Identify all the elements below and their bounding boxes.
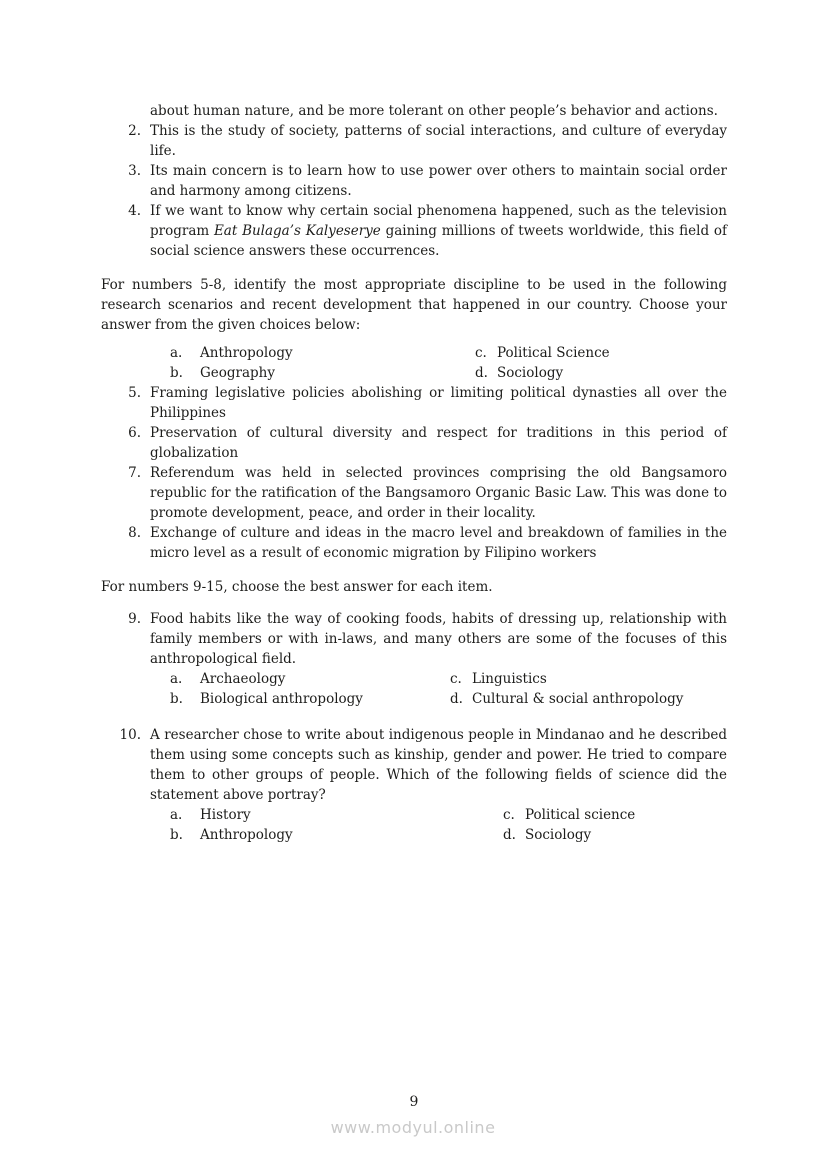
item-text: about human nature, and be more tolerant on other people’s behavior and actions. [150, 103, 718, 119]
choice-label: Biological anthropology [200, 691, 363, 707]
choice-c [475, 343, 610, 363]
choice-letter: d. [503, 827, 516, 843]
item-text-after: gaining millions of tweets worldwide, this field of social science answers these occurrences. [150, 223, 727, 259]
choice-label: Political science [525, 807, 636, 823]
question-item-7 [101, 463, 727, 523]
choice-letter: b. [170, 365, 183, 381]
item-text: Exchange of culture and ideas in the macro level and breakdown of families in the micro level as a result of economic migration by Filipino workers [150, 525, 727, 561]
choice-label: Anthropology [200, 345, 293, 361]
question-item-5 [101, 383, 727, 423]
question-item-2 [101, 121, 727, 161]
choices-group-10 [101, 805, 727, 845]
item-text-italic-title: Eat Bulaga’s Kalyeserye [213, 223, 381, 239]
choice-d [450, 689, 683, 709]
item-number: 10. [119, 727, 141, 743]
choice-a [170, 805, 727, 825]
question-item-8 [101, 523, 727, 563]
choice-label: Linguistics [472, 671, 547, 687]
choice-letter: a. [170, 807, 183, 823]
instruction-numbers-9-15: For numbers 9-15, choose the best answer for each item. [101, 579, 493, 595]
choice-d [503, 825, 591, 845]
choice-d [475, 363, 563, 383]
item-number: 6. [128, 425, 141, 441]
choice-row [101, 689, 727, 709]
item-text-before: If we want to know why certain social phenomena happened, such as the television program [150, 203, 727, 239]
item-number: 4. [128, 203, 141, 219]
item-text: This is the study of society, patterns of social interactions, and culture of everyday life. [150, 123, 727, 159]
item-number: 7. [128, 465, 141, 481]
item-number [101, 101, 150, 121]
item-number: 2. [128, 123, 141, 139]
item-number: 8. [128, 525, 141, 541]
choice-letter: a. [170, 345, 183, 361]
choice-label: Anthropology [200, 827, 293, 843]
choice-letter: c. [475, 345, 487, 361]
choice-b [170, 825, 727, 845]
choice-row [101, 825, 727, 845]
item-text: A researcher chose to write about indigenous people in Mindanao and he described them using some concepts such as kinship, gender and power. He tried to compare them to other groups of people. Which of the following fields of science did the statement above portray? [150, 727, 727, 803]
choice-label: Cultural & social anthropology [472, 691, 684, 707]
choice-letter: c. [450, 671, 462, 687]
question-item-9 [101, 609, 727, 669]
choices-group-5-8 [101, 343, 727, 383]
question-item-1-continuation [101, 101, 727, 121]
choice-label: Sociology [525, 827, 592, 843]
choice-row [101, 363, 727, 383]
choice-label: Political Science [497, 345, 610, 361]
page-number: 9 [409, 1094, 419, 1110]
choice-a [170, 669, 727, 689]
choice-letter: b. [170, 691, 183, 707]
choice-label: Archaeology [200, 671, 286, 687]
choice-label: History [200, 807, 251, 823]
watermark-text: www.modyul.online [330, 1118, 496, 1137]
item-number: 5. [128, 385, 141, 401]
question-item-4 [101, 201, 727, 261]
choice-letter: d. [475, 365, 488, 381]
choices-group-9 [101, 669, 727, 709]
item-number: 3. [128, 163, 141, 179]
question-item-10 [101, 725, 727, 805]
item-text: Preservation of cultural diversity and respect for traditions in this period of globalization [150, 425, 727, 461]
choice-label: Sociology [497, 365, 564, 381]
item-number: 9. [128, 611, 141, 627]
instruction-numbers-5-8: For numbers 5-8, identify the most appropriate discipline to be used in the following research scenarios and recent development that happened in our country. Choose your answer from the given choices below: [101, 277, 727, 333]
question-item-6 [101, 423, 727, 463]
item-text: Referendum was held in selected provinces comprising the old Bangsamoro republic for the ratification of the Bangsamoro Organic Basic Law. This was done to promote development, peace, and order in their locality. [150, 465, 727, 521]
item-text: Food habits like the way of cooking foods, habits of dressing up, relationship with family members or with in-laws, and many others are some of the focuses of this anthropological field. [150, 611, 727, 667]
choice-letter: d. [450, 691, 463, 707]
choice-a [170, 343, 727, 363]
choice-letter: c. [503, 807, 515, 823]
choice-row [101, 805, 727, 825]
question-item-3 [101, 161, 727, 201]
page-content [101, 101, 727, 845]
choice-letter: a. [170, 671, 183, 687]
item-text: Its main concern is to learn how to use power over others to maintain social order and harmony among citizens. [150, 163, 727, 199]
choice-row [101, 669, 727, 689]
item-text: Framing legislative policies abolishing or limiting political dynasties all over the Philippines [150, 385, 727, 421]
choice-b [170, 363, 727, 383]
item-text [150, 201, 727, 261]
choice-c [503, 805, 635, 825]
choice-letter: b. [170, 827, 183, 843]
choice-row [101, 343, 727, 363]
choice-c [450, 669, 547, 689]
choice-label: Geography [200, 365, 276, 381]
